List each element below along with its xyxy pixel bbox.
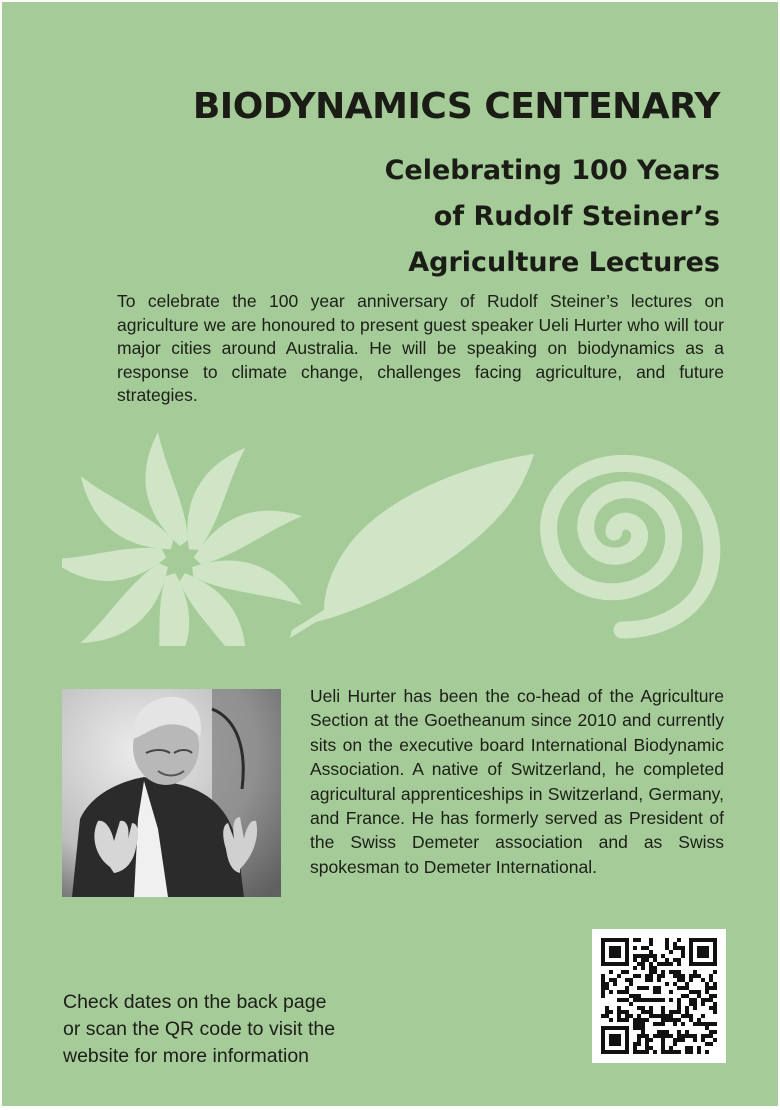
spiral-icon xyxy=(549,463,712,630)
qr-code-graphic xyxy=(592,929,726,1063)
subtitle-line: Agriculture Lectures xyxy=(408,247,720,278)
speaker-photo xyxy=(62,689,281,897)
biodynamic-symbols xyxy=(62,424,732,646)
call-to-action xyxy=(63,989,393,1070)
cta-line: Check dates on the back page xyxy=(63,991,327,1013)
subtitle-line: Celebrating 100 Years xyxy=(384,155,720,186)
leaf-icon xyxy=(290,454,534,638)
speaker-bio: Ueli Hurter has been the co-head of the Agriculture Section at the Goetheanum since 2010 and currently sits on the executive board International Biodynamic Association. A native of Switzerland, he completed agricultural apprenticeships in Switzerland, Germany, and France. He has formerly served as President of the Swiss Demeter association and as Swiss spokesman to Demeter International. xyxy=(310,686,724,877)
pinwheel-icon xyxy=(62,432,308,646)
qr-code-icon[interactable] xyxy=(592,929,726,1063)
flyer-page xyxy=(2,2,778,1106)
subtitle-line: of Rudolf Steiner’s xyxy=(433,201,720,232)
cta-line: or scan the QR code to visit the xyxy=(63,1018,336,1040)
flyer-title: BIODYNAMICS CENTENARY xyxy=(192,86,720,127)
cta-line: website for more information xyxy=(63,1045,310,1067)
flyer-subtitle xyxy=(200,148,720,286)
intro-paragraph: To celebrate the 100 year anniversary of Rudolf Steiner’s lectures on agriculture we are honoured to present guest speaker Ueli Hurter who will tour major cities around Australia. He will be speaking on biodynamics as a response to climate change, challenges facing agriculture, and future strategies. xyxy=(117,291,724,405)
